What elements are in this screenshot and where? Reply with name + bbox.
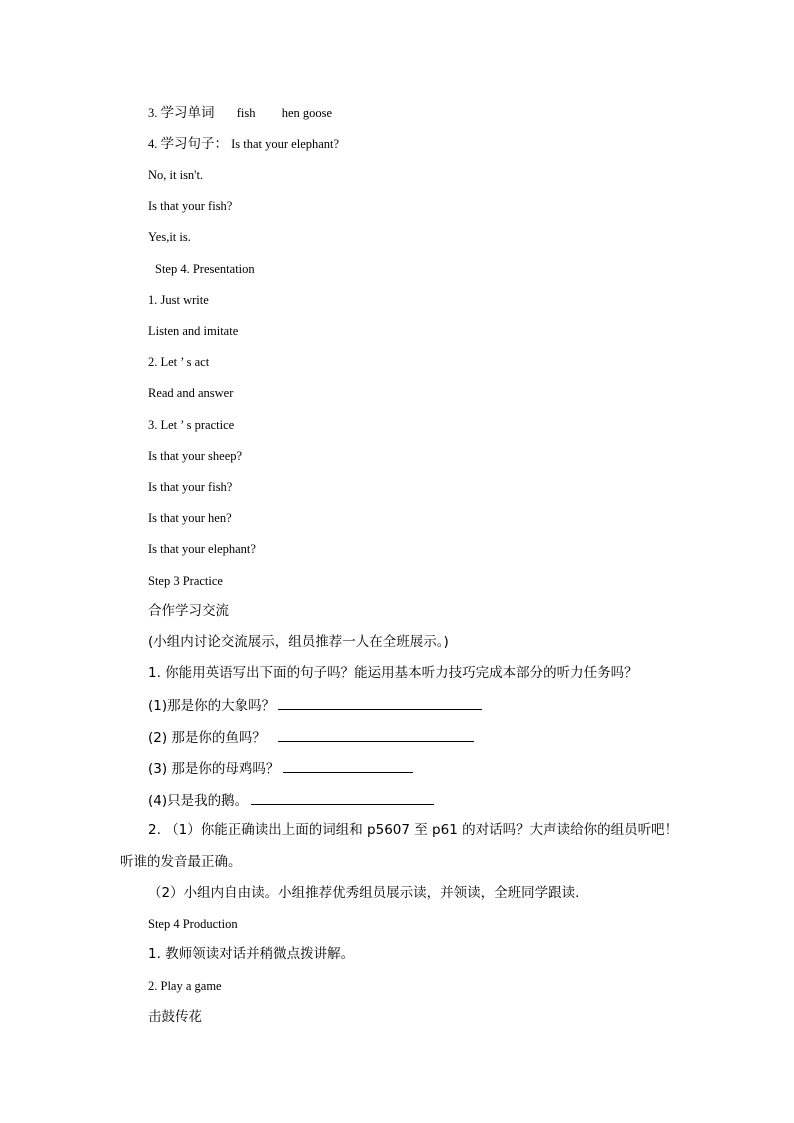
text-line: (小组内讨论交流展示，组员推荐一人在全班展示。) (148, 634, 449, 650)
line-number: 3. (148, 106, 158, 120)
fill-blank-prompt: (1)那是你的大象吗？ (148, 698, 276, 714)
answer-blank[interactable] (283, 760, 413, 773)
text-line: 2. Play a game (148, 979, 222, 993)
section-heading: 合作学习交流 (148, 603, 229, 619)
text-line: 听谁的发音最正确。 (120, 854, 242, 870)
answer-blank[interactable] (251, 792, 434, 805)
answer-blank[interactable] (278, 729, 474, 742)
fill-blank-prompt: (2) 那是你的鱼吗？ (148, 730, 266, 746)
text-line: Is that your fish? (148, 199, 233, 213)
line-number: 4. (148, 137, 158, 151)
text-line: Yes,it is. (148, 230, 191, 244)
text-line: 1. Just write (148, 293, 209, 307)
text-line: 2. Let ’ s act (148, 355, 210, 369)
text-line: 1. 教师领读对话并稍微点拨讲解。 (148, 946, 355, 962)
fill-blank-item (148, 792, 434, 809)
line-learn-sentence (148, 136, 339, 152)
text-line: 3. Let ’ s practice (148, 418, 235, 432)
fill-blank-item (148, 729, 474, 746)
word-fish: fish (236, 106, 256, 120)
question-line: 2. （1）你能正确读出上面的词组和 p5607 至 p61 的对话吗？大声读给你的组员听吧！ (148, 822, 679, 838)
line-label: 学习句子： (160, 136, 228, 152)
text-line: Is that your elephant? (148, 542, 256, 556)
text-line: Read and answer (148, 386, 234, 400)
line-label: 学习单词 (160, 105, 215, 121)
text-line: （2）小组内自由读。小组推荐优秀组员展示读，并领读，全班同学跟读. (148, 885, 580, 901)
text-line: Is that your sheep? (148, 449, 243, 463)
answer-blank[interactable] (278, 697, 482, 710)
step-heading: Step 3 Practice (148, 574, 223, 588)
line-learn-words (148, 105, 332, 121)
sentence-text: Is that your elephant? (231, 137, 340, 151)
text-line: 击鼓传花 (148, 1009, 202, 1025)
fill-blank-prompt: (3) 那是你的母鸡吗？ (148, 761, 280, 777)
word-hen-goose: hen goose (281, 106, 333, 120)
step-heading: Step 4 Production (148, 917, 238, 931)
step-heading: Step 4. Presentation (155, 262, 255, 276)
text-line: No, it isn't. (148, 168, 204, 182)
text-line: Is that your fish? (148, 480, 233, 494)
fill-blank-item (148, 697, 482, 714)
fill-blank-prompt: (4)只是我的鹅。 (148, 793, 249, 809)
text-line: Is that your hen? (148, 511, 232, 525)
text-line: Listen and imitate (148, 324, 239, 338)
fill-blank-item (148, 760, 413, 777)
question-line: 1. 你能用英语写出下面的句子吗？能运用基本听力技巧完成本部分的听力任务吗？ (148, 665, 638, 681)
